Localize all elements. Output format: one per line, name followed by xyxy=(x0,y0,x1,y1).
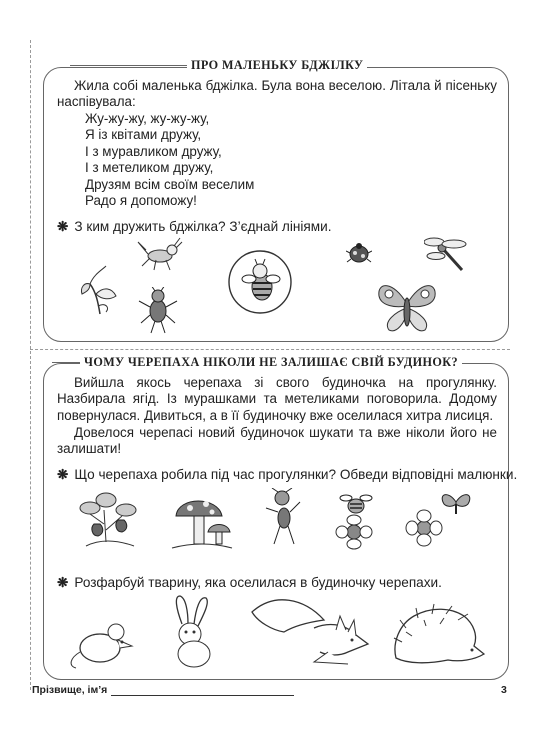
rabbit-outline[interactable] xyxy=(160,594,222,670)
poem xyxy=(85,111,254,209)
poem-line: І з метеликом дружу, xyxy=(85,160,214,176)
butterfly-picture[interactable] xyxy=(373,276,441,336)
butterfly-on-flower-picture[interactable] xyxy=(400,488,474,550)
title-rule-left xyxy=(70,65,190,66)
strawberry-plant-picture[interactable] xyxy=(76,490,142,548)
name-field-line[interactable] xyxy=(111,695,294,696)
task-color-animal xyxy=(57,575,442,591)
task-star-icon: ❋ xyxy=(57,467,69,482)
story-title-bee: ПРО МАЛЕНЬКУ БДЖІЛКУ xyxy=(187,58,367,73)
grasshopper-picture[interactable] xyxy=(136,236,184,272)
dragonfly-picture[interactable] xyxy=(424,236,474,276)
cut-line-horizontal xyxy=(30,349,510,350)
poem-line: Я із квітами дружу, xyxy=(85,127,202,143)
task-text: Що черепаха робила під час прогулянки? Обведи відповідні малюнки. xyxy=(74,467,518,482)
poem-line: Жу-жу-жу, жу-жу-жу, xyxy=(85,111,210,126)
bellflower-picture[interactable] xyxy=(76,262,120,316)
cut-line-vertical xyxy=(30,40,31,690)
title-rule-left xyxy=(52,362,82,363)
poem-line: І з муравликом дружу, xyxy=(85,143,222,159)
task-star-icon: ❋ xyxy=(57,219,69,234)
name-field-label: Прізвище, ім’я xyxy=(32,684,108,696)
name-field[interactable] xyxy=(32,684,294,696)
story-paragraph: Вийшла якось черепаха зі свого будиночка на прогулянку. Назбирала ягід. Із мурашками та метеликами поговорила. Додому повернулася. Дивиться, а в її будиночку вже оселилася хитра лисиця. xyxy=(57,375,497,423)
task-circle-pictures xyxy=(57,467,517,483)
story-title-turtle: ЧОМУ ЧЕРЕПАХА НІКОЛИ НЕ ЗАЛИШАЄ СВІЙ БУДИНОК? xyxy=(80,355,462,370)
page-number: 3 xyxy=(501,684,507,696)
bee-on-flower-picture[interactable] xyxy=(328,492,380,550)
bee-in-circle-picture[interactable] xyxy=(227,249,293,315)
task-connect-lines xyxy=(57,219,332,235)
mushrooms-picture[interactable] xyxy=(168,492,234,550)
ant-picture[interactable] xyxy=(135,287,181,335)
mouse-outline[interactable] xyxy=(66,614,136,670)
hedgehog-outline[interactable] xyxy=(388,602,488,670)
story-paragraph: Жила собі маленька бджілка. Була вона веселою. Літала й пісеньку наспівувала: xyxy=(57,78,497,110)
ladybug-picture[interactable] xyxy=(346,241,372,265)
task-star-icon: ❋ xyxy=(57,575,69,590)
ant-walking-picture[interactable] xyxy=(262,488,304,550)
poem-line: Друзям всім своїм веселим xyxy=(85,176,255,192)
task-text: З ким дружить бджілка? З’єднай лініями. xyxy=(74,219,332,234)
fox-outline[interactable] xyxy=(244,592,372,672)
poem-line: Радо я допоможу! xyxy=(85,193,197,209)
story-paragraph: Довелося черепасі новий будиночок шукати та вже ніколи його не залишати! xyxy=(57,425,497,457)
task-text: Розфарбуй тварину, яка оселилася в будиночку черепахи. xyxy=(74,575,442,590)
